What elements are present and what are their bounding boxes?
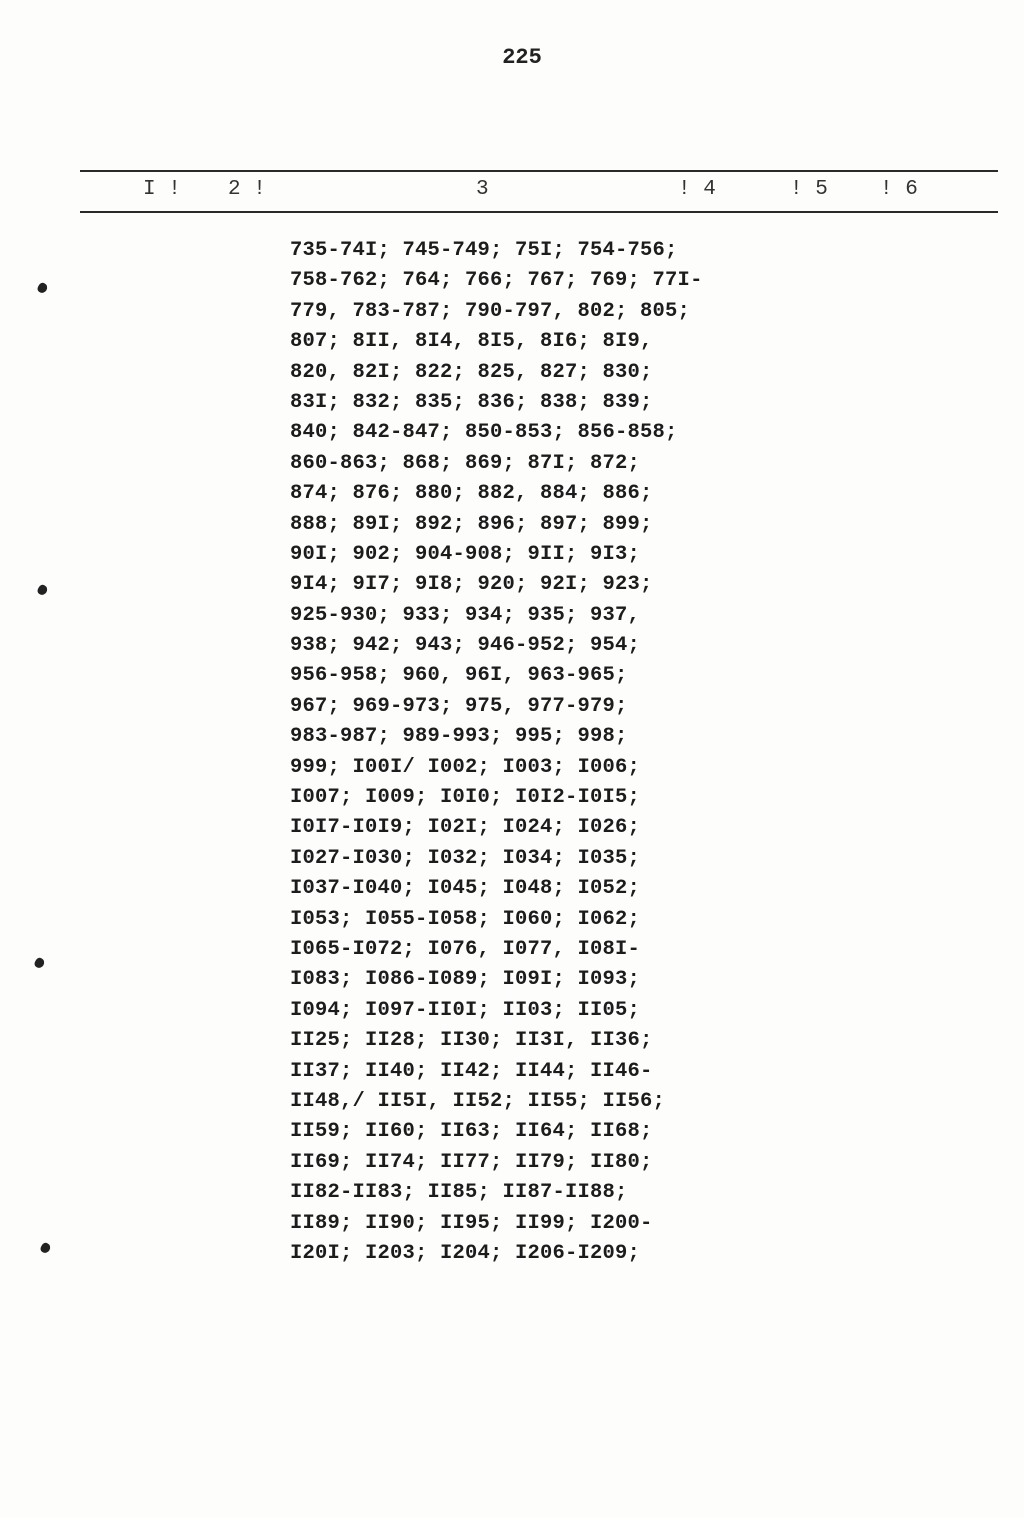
text-line: I027-I030; I032; I034; I035; xyxy=(290,846,641,870)
punch-hole-mark xyxy=(39,1241,52,1254)
page-number: 225 xyxy=(502,45,542,70)
column-header-1: I ! xyxy=(143,178,181,201)
text-line: I053; I055-I058; I060; I062; xyxy=(290,907,641,931)
record-number-list xyxy=(290,236,703,1269)
text-line: I037-I040; I045; I048; I052; xyxy=(290,877,641,901)
text-line: II89; II90; II95; II99; I200- xyxy=(290,1211,653,1235)
text-line: 925-930; 933; 934; 935; 937, xyxy=(290,603,641,627)
text-line: I20I; I203; I204; I206-I209; xyxy=(290,1241,641,1265)
column-header-5: ! 5 xyxy=(790,178,828,201)
text-line: 840; 842-847; 850-853; 856-858; xyxy=(290,421,678,445)
text-line: II69; II74; II77; II79; II80; xyxy=(290,1150,653,1174)
text-line: 967; 969-973; 975, 977-979; xyxy=(290,694,628,718)
table-header-bottom-rule xyxy=(80,211,998,213)
text-line: 807; 8II, 8I4, 8I5, 8I6; 8I9, xyxy=(290,330,653,354)
text-line: II48,/ II5I, II52; II55; II56; xyxy=(290,1089,666,1113)
text-line: 874; 876; 880; 882, 884; 886; xyxy=(290,482,653,506)
punch-hole-mark xyxy=(36,281,49,294)
text-line: 938; 942; 943; 946-952; 954; xyxy=(290,634,641,658)
text-line: II82-II83; II85; II87-II88; xyxy=(290,1181,628,1205)
column-header-6: ! 6 xyxy=(880,178,918,201)
text-line: II37; II40; II42; II44; II46- xyxy=(290,1059,653,1083)
punch-hole-mark xyxy=(33,956,46,969)
text-line: I065-I072; I076, I077, I08I- xyxy=(290,937,641,961)
text-line: I083; I086-I089; I09I; I093; xyxy=(290,968,641,992)
text-line: II59; II60; II63; II64; II68; xyxy=(290,1120,653,1144)
punch-hole-mark xyxy=(36,583,49,596)
text-line: I094; I097-II0I; II03; II05; xyxy=(290,998,641,1022)
text-line: I007; I009; I0I0; I0I2-I0I5; xyxy=(290,786,641,810)
text-line: 758-762; 764; 766; 767; 769; 77I- xyxy=(290,269,703,293)
text-line: I0I7-I0I9; I02I; I024; I026; xyxy=(290,816,641,840)
text-line: 735-74I; 745-749; 75I; 754-756; xyxy=(290,239,678,262)
text-line: II25; II28; II30; II3I, II36; xyxy=(290,1029,653,1053)
text-line: 888; 89I; 892; 896; 897; 899; xyxy=(290,512,653,536)
column-header-4: ! 4 xyxy=(678,178,716,201)
text-line: 90I; 902; 904-908; 9II; 9I3; xyxy=(290,542,641,566)
text-line: 779, 783-787; 790-797, 802; 805; xyxy=(290,299,691,323)
text-line: 956-958; 960, 96I, 963-965; xyxy=(290,664,628,688)
text-line: 860-863; 868; 869; 87I; 872; xyxy=(290,451,641,475)
column-header-3: 3 xyxy=(476,178,489,201)
text-line: 820, 82I; 822; 825, 827; 830; xyxy=(290,360,653,384)
text-line: 83I; 832; 835; 836; 838; 839; xyxy=(290,390,653,414)
column-header-2: 2 ! xyxy=(228,178,266,201)
text-line: 983-987; 989-993; 995; 998; xyxy=(290,725,628,749)
table-top-rule xyxy=(80,170,998,172)
text-line: 999; I00I/ I002; I003; I006; xyxy=(290,755,641,779)
text-line: 9I4; 9I7; 9I8; 920; 92I; 923; xyxy=(290,573,653,597)
